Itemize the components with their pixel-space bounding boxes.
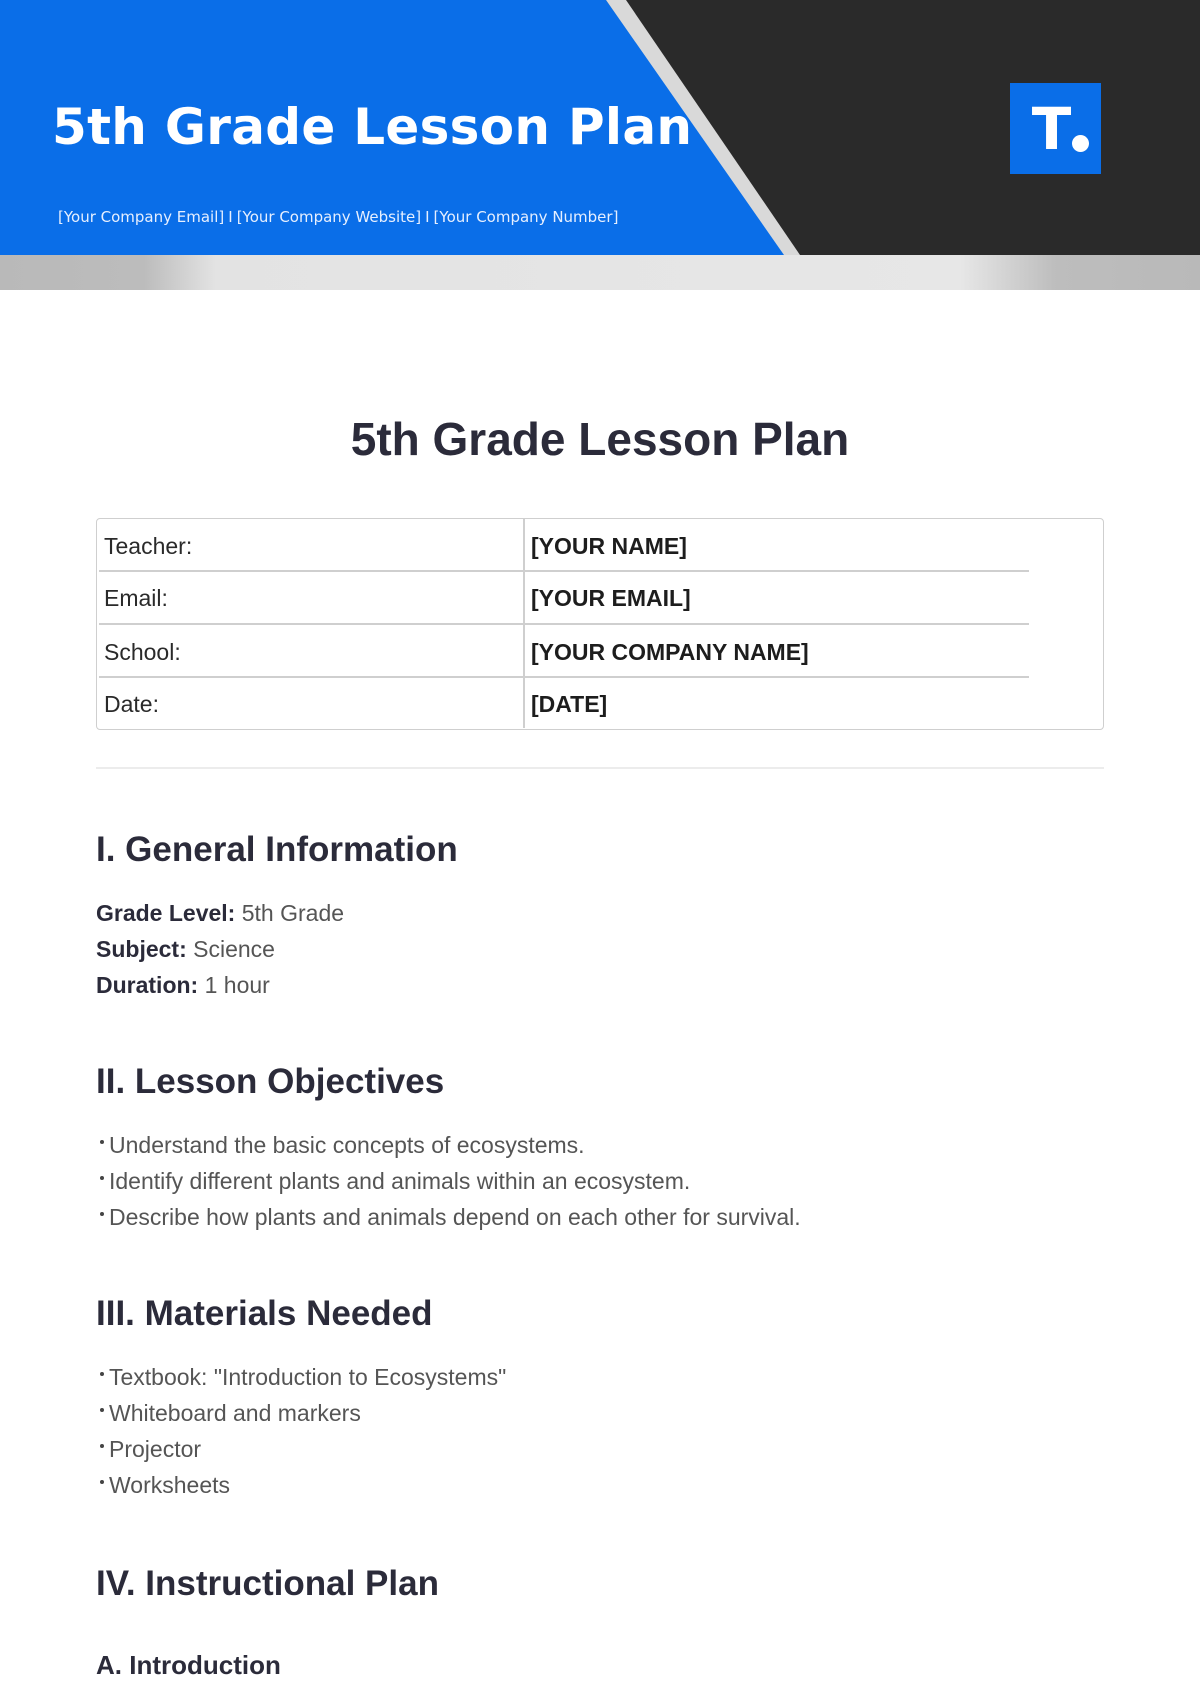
company-website: [Your Company Website] bbox=[236, 208, 422, 226]
company-email: [Your Company Email] bbox=[58, 208, 225, 226]
section-heading-objectives: II. Lesson Objectives bbox=[96, 1062, 445, 1101]
subsection-heading-introduction: A. Introduction bbox=[96, 1650, 281, 1680]
list-item-text: Identify different plants and animals within an ecosystem. bbox=[109, 1168, 691, 1194]
table-cell-value: [YOUR NAME] bbox=[531, 533, 687, 559]
field-value: 5th Grade bbox=[241, 900, 345, 926]
list-item bbox=[100, 1400, 361, 1427]
field-label: Subject: bbox=[96, 936, 187, 962]
logo-dot-icon bbox=[1072, 135, 1089, 152]
list-item-text: Whiteboard and markers bbox=[109, 1400, 361, 1426]
logo-letter: T bbox=[1031, 94, 1072, 163]
table-row-email bbox=[97, 571, 1122, 624]
section-divider bbox=[96, 767, 1104, 769]
table-cell-label: School: bbox=[104, 639, 181, 665]
list-item-text: Textbook: "Introduction to Ecosystems" bbox=[109, 1364, 507, 1390]
info-table bbox=[96, 518, 1104, 730]
company-number: [Your Company Number] bbox=[433, 208, 619, 226]
list-item-text: Projector bbox=[109, 1436, 202, 1462]
contact-separator: I bbox=[228, 208, 233, 226]
bullet-icon bbox=[100, 1212, 104, 1216]
field-duration bbox=[96, 972, 270, 999]
table-cell-value: [DATE] bbox=[531, 691, 608, 717]
table-row-date bbox=[97, 677, 1122, 730]
list-item bbox=[100, 1364, 506, 1391]
table-row-school bbox=[97, 625, 1122, 678]
bullet-icon bbox=[100, 1480, 104, 1484]
banner-title: 5th Grade Lesson Plan bbox=[52, 98, 693, 156]
field-label: Duration: bbox=[96, 972, 199, 998]
document-title: 5th Grade Lesson Plan bbox=[350, 413, 850, 465]
field-subject bbox=[96, 936, 275, 963]
header-gray-band bbox=[0, 255, 1200, 290]
section-heading-instructional: IV. Instructional Plan bbox=[96, 1564, 439, 1603]
table-cell-value: [YOUR EMAIL] bbox=[531, 585, 691, 611]
table-cell-label: Teacher: bbox=[104, 533, 193, 559]
logo bbox=[1010, 83, 1101, 174]
bullet-icon bbox=[100, 1140, 104, 1144]
table-cell-label: Date: bbox=[104, 691, 159, 717]
list-item-text: Worksheets bbox=[109, 1472, 231, 1498]
bullet-icon bbox=[100, 1444, 104, 1448]
table-cell-label: Email: bbox=[104, 585, 168, 611]
banner-contacts bbox=[58, 208, 618, 226]
field-value: Science bbox=[193, 936, 275, 962]
section-heading-general: I. General Information bbox=[96, 830, 458, 869]
contact-separator: I bbox=[425, 208, 430, 226]
field-label: Grade Level: bbox=[96, 900, 236, 926]
list-item bbox=[100, 1472, 230, 1499]
list-item bbox=[100, 1436, 201, 1463]
table-row-teacher bbox=[97, 519, 1122, 572]
field-grade-level bbox=[96, 900, 344, 927]
bullet-icon bbox=[100, 1372, 104, 1376]
table-cell-value: [YOUR COMPANY NAME] bbox=[531, 639, 809, 665]
list-item bbox=[100, 1132, 585, 1159]
bullet-icon bbox=[100, 1408, 104, 1412]
list-item bbox=[100, 1204, 801, 1231]
list-item-text: Describe how plants and animals depend on each other for survival. bbox=[109, 1204, 801, 1230]
section-heading-materials: III. Materials Needed bbox=[96, 1294, 433, 1333]
bullet-icon bbox=[100, 1176, 104, 1180]
header-banner bbox=[0, 0, 1200, 255]
list-item bbox=[100, 1168, 690, 1195]
field-value: 1 hour bbox=[204, 972, 270, 998]
list-item-text: Understand the basic concepts of ecosystems. bbox=[109, 1132, 585, 1158]
